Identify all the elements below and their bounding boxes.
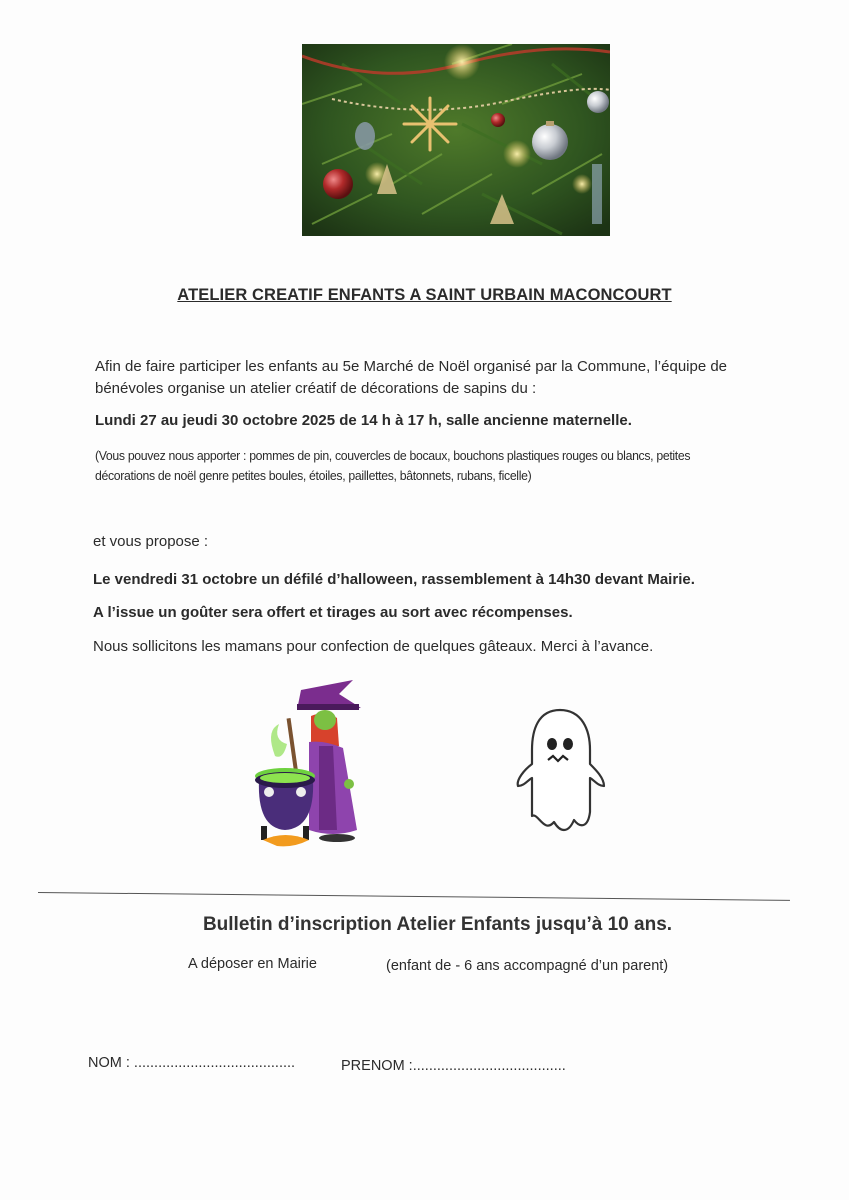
workshop-dates: Lundi 27 au jeudi 30 octobre 2025 de 14 h à 17 h, salle ancienne maternelle. (95, 412, 632, 429)
propose-text: et vous propose : (93, 533, 209, 550)
section-divider (38, 892, 790, 901)
age-condition: (enfant de - 6 ans accompagné d’un parent) (386, 958, 669, 974)
nom-field: NOM : ........................................ (88, 1055, 296, 1071)
snack-text: A l’issue un goûter sera offert et tirages au sort avec récompenses. (93, 604, 573, 621)
prenom-field: PRENOM :...................................... (341, 1058, 566, 1074)
intro-text: Afin de faire participer les enfants au 5e Marché de Noël organisé par la Commune, l’équipe de bénévoles organise un atelier créatif de décorations de sapins du : (95, 358, 728, 397)
registration-title: Bulletin d’inscription Atelier Enfants jusqu’à 10 ans. (202, 914, 673, 935)
ghost-illustration (514, 706, 606, 838)
materials-note: (Vous pouvez nous apporter : pommes de pin, couvercles de bocaux, bouchons plastiques rouges ou blancs, petites décorations de noël genre petites boules, étoiles, paillettes, bâtonnets, rubans, ficelle) (95, 448, 691, 483)
thanks-text: Nous sollicitons les mamans pour confection de quelques gâteaux. Merci à l’avance. (93, 638, 654, 655)
christmas-tree-photo (302, 44, 610, 236)
halloween-parade: Le vendredi 31 octobre un défilé d’halloween, rassemblement à 14h30 devant Mairie. (93, 571, 695, 588)
page-title: ATELIER CREATIF ENFANTS A SAINT URBAIN MACONCOURT (177, 286, 672, 304)
witch-cauldron-illustration (253, 680, 365, 850)
deposit-instruction: A déposer en Mairie (188, 956, 317, 972)
